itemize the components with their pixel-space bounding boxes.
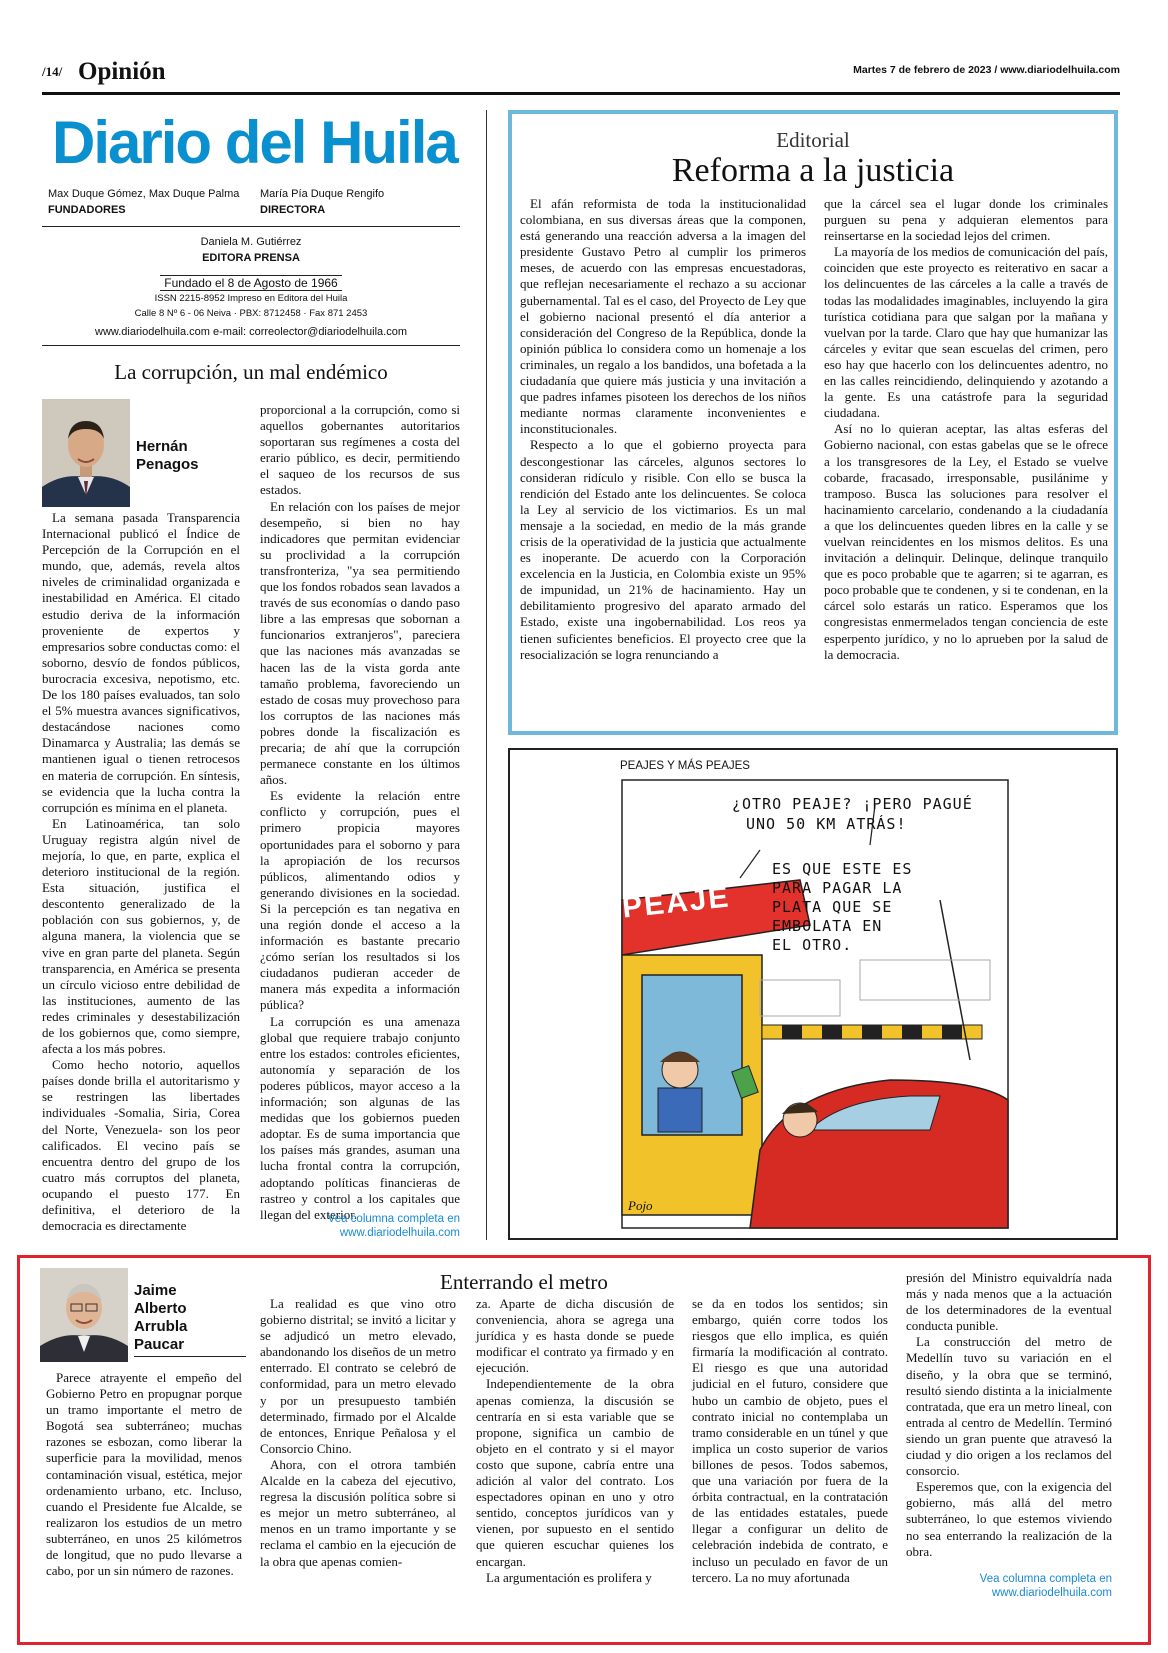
column-text-d bbox=[692, 1296, 888, 1586]
paragraph: Como hecho notorio, aquellos países donde brilla el autoritarismo y se restringen las libertades individuales -Somalia, Siria, Corea del Norte, Venezuela- son los peor calificados. El vecino país se encuentra dentro del grupo de los cuatro más corruptos del planeta, ocupando el puesto 177. En definitiva, el deterioro de la democracia es directamente bbox=[42, 1057, 240, 1234]
person-portrait-icon bbox=[42, 399, 130, 507]
author-photo bbox=[40, 1268, 128, 1362]
address-line: Calle 8 Nº 6 - 06 Neiva · PBX: 8712458 · Fax 871 2453 bbox=[134, 308, 368, 319]
founders-label: FUNDADORES bbox=[48, 204, 126, 216]
paragraph: La semana pasada Transparencia Internacional publicó el Índice de Percepción de la Corrupción en el mundo, que, además, revela altos niveles de criminalidad organizada e inestabilidad en América. El citado estudio deriva de la información proveniente de expertos y empresarios sobre conductas como: el soborno, desvío de fondos públicos, burocracia excesiva, nepotismo, etc. De los 180 países evaluados, tan solo el 5% muestra avances significativos, destacándose naciones como Dinamarca y Australia; las demás se mantienen igual o tienen retrocesos en materia de corrupción. En síntesis, se evidencia que la lucha contra la corrupción es mínima en el planeta. bbox=[42, 510, 240, 815]
dateline: Martes 7 de febrero de 2023 / www.diariodelhuila.com bbox=[853, 64, 1120, 76]
editorial-title: Reforma a la justicia bbox=[671, 152, 955, 189]
column-text-c bbox=[476, 1296, 674, 1586]
page-number: /14/ bbox=[42, 64, 63, 79]
speech-bubble-attendant: ES QUE ESTE ES PARA PAGAR LA PLATA QUE SE EMBOLATA EN EL OTRO. bbox=[772, 860, 913, 954]
masthead-rule-bottom bbox=[42, 345, 460, 346]
author-rule bbox=[134, 1356, 246, 1357]
paragraph: Independientemente de la obra apenas comienza, la discusión se centraría en si esta variable que se propone, significa un cambio de objeto en el contrato y si el mayor costo que supone, cabría entre una adición al valor del contrato. Los espectadores opinan en uno y otro sentido, conceptos jurídicos van y vienen, por supuesto en el sentido que quieren escuchar quienes los encargan. bbox=[476, 1376, 674, 1569]
paragraph: La argumentación es prolifera y bbox=[486, 1569, 652, 1585]
column-title: La corrupción, un mal endémico bbox=[114, 360, 388, 384]
editorial-kicker: Editorial bbox=[776, 128, 850, 152]
paragraph: que la cárcel sea el lugar donde los criminales purguen su pena y adquieran elementos para reinsertarse en la sociedad lejos del crimen. bbox=[824, 196, 1108, 244]
full-column-link[interactable]: Vea columna completa en www.diariodelhuila.com bbox=[979, 1573, 1112, 1599]
booth-sign: PEAJE bbox=[620, 880, 732, 925]
column-title: Enterrando el metro bbox=[440, 1270, 608, 1294]
masthead-rule bbox=[42, 226, 460, 227]
author-name: Hernán Penagos bbox=[136, 438, 199, 473]
paragraph: Respecto a lo que el gobierno proyecta para descongestionar las cárceles, algunos sectores lo consideran ridículo y risible. Con ello se busca la rendición del Estado ante los delincuentes. Se coloca la Ley al servicio de los victimarios. Es un mal mensaje a la sociedad, en medio de la más grande crisis de la operatividad de la justicia que actualmente es inoperante. De acuerdo con la Corporación excelencia en la Justicia, en Colombia existe un 95% de impunidad, un 21% de hacinamiento. Hay un debilitamiento progresivo del aparato armado del Estado, existe una ingobernabilidad. Los reos ya tienen suficientes beneficios. El proyecto cree que la resocialización se logra renunciando a bbox=[520, 437, 806, 662]
author-name: Jaime Alberto Arrubla Paucar bbox=[134, 1282, 188, 1353]
editorial-cartoon bbox=[508, 748, 1118, 1240]
paragraph: Ahora, con el otrora también Alcalde en la cabeza del ejecutivo, regresa la discusión política sobre si es mejor un metro subterráneo, al menos en un tramo importante y se reclama el cambio en la ejecución de la obra que apenas comien- bbox=[260, 1456, 456, 1569]
paragraph: Es evidente la relación entre conflicto y corrupción, pues el primero propicia mayores oportunidades para el soborno y para la apropiación de los recursos públicos, alimentando odios y generando divisiones en la sociedad. Si la percepción es tan negativa en una región donde el acceso a la información es bastante precario ¿cómo serían los resultados si los ciudadanos pudieran acceder de manera más expedita a información pública? bbox=[260, 788, 460, 1013]
editorial-text-a bbox=[520, 196, 806, 663]
director-label: DIRECTORA bbox=[260, 204, 326, 216]
paragraph: La realidad es que vino otro gobierno distrital; se invitó a licitar y se adjudicó un metro elevado, abandonando los diseños de un metro enterrado. El contrato se celebró de conformidad, para un metro elevado y por un presupuesto también determinado, firmado por el Alcalde de entonces, Enrique Peñalosa y el Consorcio Chino. bbox=[260, 1296, 456, 1456]
paragraph: Parece atrayente el empeño del Gobierno Petro en propugnar porque un tramo importante el metro de Bogotá sea subterráneo; muchas razones se esbozan, como liberar la superficie para la movilidad, menos contaminación visual, estética, mejor ordenamiento urbano, etc. Incluso, cuando el Presidente fue Alcalde, se realizaron los estudios de un metro subterráneo, en unos 25 kilómetros de longitud, que no pudo llevarse a cabo, por un sin número de razones. bbox=[46, 1370, 242, 1579]
speech-bubble-driver: ¿OTRO PEAJE? ¡PERO PAGUÉ UNO 50 KM ATRÁS! bbox=[732, 795, 973, 833]
column-text-b bbox=[260, 402, 460, 1223]
section-title: Opinión bbox=[78, 58, 166, 85]
paragraph: se da en todos los sentidos; sin embargo, quién corre todos los riesgos que ello implica, es quién firmaría la modificación al contrato. El riesgo es que una autoridad judicial en el futuro, considere que hubo un cambio de objeto, pues el contrato inicial no contemplaba un tramo considerable en un túnel y que implica un costo superior de varios billones de pesos. Todos sabemos, que una variación por fuera de la órbita contractual, en la contratación de las entidades estatales, puede llegar a configurar un delito de celebración indebida de contrato, e incluso un peculado en favor de un tercero. La no muy afortunada bbox=[692, 1296, 888, 1585]
column-text-a bbox=[46, 1370, 242, 1579]
paragraph: za. Aparte de dicha discusión de conveniencia, ahora se agrega una jurídica y es hasta donde se puede modificar el contrato ya firmado y en ejecución. bbox=[476, 1296, 674, 1376]
person-portrait-icon bbox=[40, 1268, 128, 1362]
editor-label: EDITORA PRENSA bbox=[202, 252, 300, 264]
paragraph: En relación con los países de mejor desempeño, si bien no hay indicadores que permitan evidenciar su proclividad a la corrupción transfronteriza, "ya sea permitiendo que los fondos robados sean lavados a través de sus economías o dando paso libre a las empresas que sobornan a funcionarios extranjeros", pareciera que las naciones más avanzadas se hacen las de la vista gorda ante tamaño problema, favoreciendo un estado de cosas muy provechoso para los corruptos de las naciones más pobres donde la fiscalización es precaria; de ahí que la corrupción permanece constante en los últimos años. bbox=[260, 498, 460, 788]
web-email-line: www.diariodelhuila.com e-mail: correolector@diariodelhuila.com bbox=[95, 326, 407, 338]
editorial-text-b bbox=[824, 196, 1108, 663]
header-rule bbox=[42, 92, 1120, 95]
column-text-a bbox=[42, 510, 240, 1234]
column-text-e bbox=[906, 1270, 1112, 1560]
column-divider bbox=[486, 110, 487, 1240]
paragraph: presión del Ministro equivaldría nada más y nada menos que a la actuación de los determinadores de la eventual conducta punible. bbox=[906, 1270, 1112, 1334]
paragraph: Esperemos que, con la exigencia del gobierno, más allá del metro subterráneo, lo que estemos viviendo no sea enterrando la realización de la obra. bbox=[906, 1479, 1112, 1559]
masthead-logo: Diario del Huila bbox=[52, 109, 457, 176]
paragraph: El afán reformista de toda la institucionalidad colombiana, en sus diversas áreas que la componen, está generando una reacción adversa a la imagen del presidente Gustavo Petro al cumplir los primeros meses, de acuerdo con las empresas encuestadoras, que reflejan necesariamente el rechazo a su accionar gubernamental. Tal es el caso, del Proyecto de Ley que el gobierno nacional presentó el día anterior a consideración del Congreso de la República, donde la opinión pública lo considera como un homenaje a los criminales, un regalo a los bandidos, una bofetada a la ciudadanía que quiere más justicia y una invitación a que padres infames pisoteen los derechos de los niños mediante normas claramente inconvenientes e inconstitucionales. bbox=[520, 196, 806, 437]
column-text-b bbox=[260, 1296, 456, 1570]
paragraph: La mayoría de los medios de comunicación del país, coinciden que este proyecto es reiterativo en sacar a los delincuentes de las cárceles a la calle a través de todas las modalidades imaginables, incluyendo la gira turística cotidiana para que salgan por la mañana y vuelvan por la tarde. Claro que hay que humanizar las cárceles y evitar que sean escuelas del crimen, pero eso hay que hacerlo con los delincuentes adentro, no en las calles reincidiendo, delinquiendo y azotando a la gente. Es una catástrofe para la seguridad ciudadana. bbox=[824, 244, 1108, 421]
founders-names: Max Duque Gómez, Max Duque Palma bbox=[48, 188, 240, 200]
paragraph: La corrupción es una amenaza global que requiere trabajo conjunto entre los estados: controles eficientes, autonomía y separación de los poderes públicos, mayor acceso a la información; son algunas de las medidas que los gobiernos pueden adoptar. Es de suma importancia que los países más grandes, asuman una lucha frontal contra la corrupción, adoptando políticas financieras de rastreo y control a los capitales que llegan del exterior. bbox=[260, 1013, 460, 1222]
paragraph: En Latinoamérica, tan solo Uruguay registra algún nivel de mejoría, lo que, en parte, explica el deterioro institucional de la región. Esta situación, justifica el descontento generalizado de la población con sus gobiernos, y, de alguna manera, la violencia que se vive en gran parte del planeta. Según transparencia, en América se presenta un círculo vicioso entre debilidad de las instituciones, aumento de las redes criminales y desestabilización de los gobiernos que, como siempre, afecta a los más pobres. bbox=[42, 815, 240, 1057]
paragraph: Así no lo quieran aceptar, las altas esferas del Gobierno nacional, con estas gabelas que se le ofrece a los transgresores de la Ley, el Estado se vuelve cobarde, fracasado, irresponsable, pusilánime y tramposo. Busca las soluciones para resolver el hacinamiento carcelario, condenando a la ciudadanía a que los delincuentes queden libres en la calle y se vuelvan reincidentes en los mismos delitos. Es una invitación a delinquir. Delinque, delinque tranquilo que es poco probable que te agarren; si te agarran, es poco probable que te condenen, y si te condenan, en la cárcel solo estarás un ratico. Esperamos que los congresistas enmermelados tengan conciencia de este esperpento jurídico, y no lo aprueben por la salud de la democracia. bbox=[824, 421, 1108, 662]
cartoon-caption-text: PEAJES Y MÁS PEAJES bbox=[620, 760, 750, 772]
paragraph: La construcción del metro de Medellín tuvo su variación en el diseño, y la obra que se terminó, resultó siendo distinta a la inicialmente contratada, que era un metro lineal, con entrada al centro de Medellín. Terminó siendo un gran puente que atravesó la ciudad y dio origen a los reclamos del consorcio. bbox=[906, 1334, 1112, 1479]
director-name: María Pía Duque Rengifo bbox=[260, 188, 385, 200]
author-photo bbox=[42, 399, 130, 507]
editor-name: Daniela M. Gutiérrez bbox=[200, 236, 302, 248]
issn-line: ISSN 2215-8952 Impreso en Editora del Huila bbox=[154, 293, 348, 304]
paragraph: proporcional a la corrupción, como si aquellos gobernantes autoritarios soportaran sus regímenes a costa del erario público, es decir, permitiendo el saqueo de los recursos de sus estados. bbox=[260, 402, 460, 498]
full-column-link[interactable]: Vea columna completa en www.diariodelhuila.com bbox=[327, 1213, 460, 1239]
founded-date: Fundado el 8 de Agosto de 1966 bbox=[42, 276, 460, 290]
cartoonist-signature: Pojo bbox=[628, 1198, 653, 1213]
